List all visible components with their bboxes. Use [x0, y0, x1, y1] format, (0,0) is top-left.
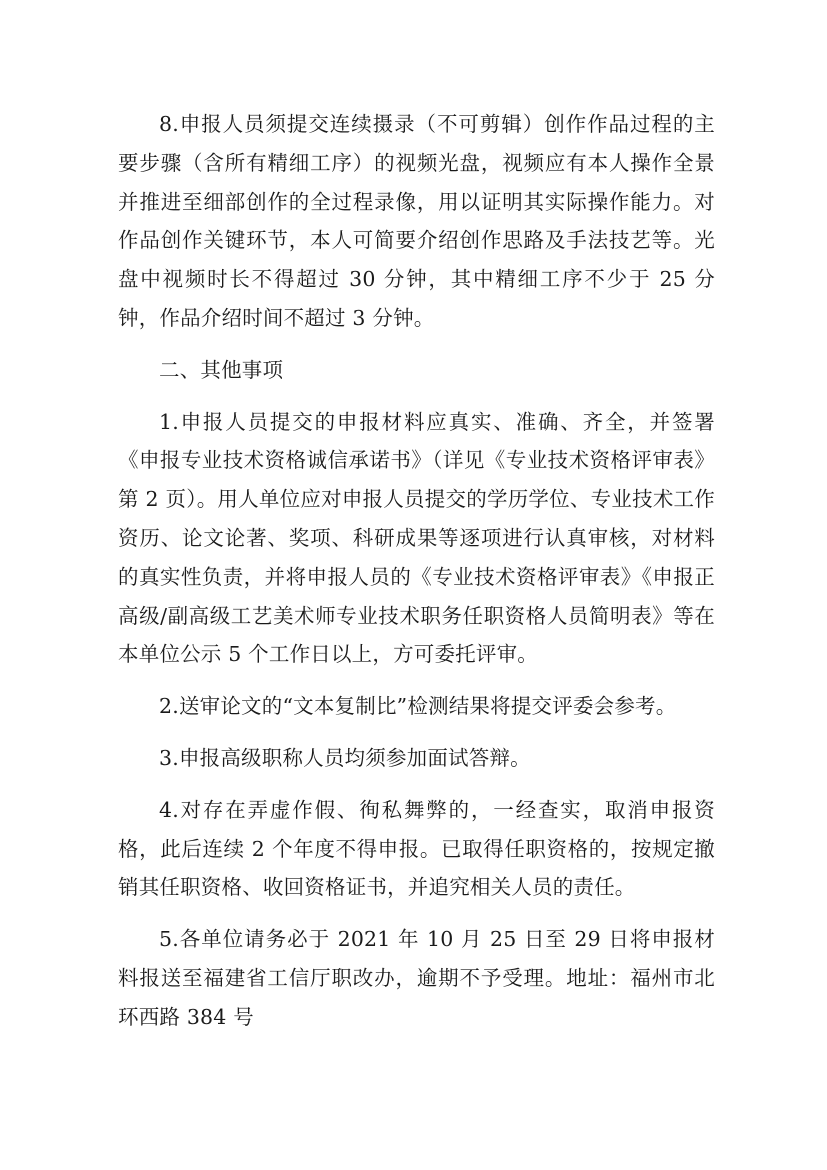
- paragraph-item-4: 4.对存在弄虚作假、徇私舞弊的，一经查实，取消申报资格，此后连续 2 个年度不得申报。已取得任职资格的，按规定撤销其任职资格、收回资格证书，并追究相关人员的责任。: [118, 797, 715, 900]
- section-heading-other-matters: 二、其他事项: [159, 357, 284, 382]
- paragraph-item-3: 3.申报高级职称人员均须参加面试答辩。: [159, 745, 531, 770]
- paragraph-item-2: 2.送审论文的“文本复制比”检测结果将提交评委会参考。: [159, 694, 677, 719]
- paragraph-item-1: 1.申报人员提交的申报材料应真实、准确、齐全，并签署《申报专业技术资格诚信承诺书》（详见《专业技术资格评审表》第 2 页）。用人单位应对申报人员提交的学历学位、专业技术工作资历、论文论著、奖项、科研成果等逐项进行认真审核，对材料的真实性负责，并将申报人员的《专业技术资格评审表》《申报正高级/副高级工艺美术师专业技术职务任职资格人员简明表》等在本单位公示 5 个工作日以上，方可委托评审。: [118, 409, 715, 667]
- paragraph-item-5: 5.各单位请务必于 2021 年 10 月 25 日至 29 日将申报材料报送至福建省工信厅职改办，逾期不予受理。地址：福州市北环西路 384 号: [118, 927, 715, 1029]
- paragraph-item-8: 8.申报人员须提交连续摄录（不可剪辑）创作作品过程的主要步骤（含所有精细工序）的视频光盘，视频应有本人操作全景并推进至细部创作的全过程录像，用以证明其实际操作能力。对作品创作关键环节，本人可简要介绍创作思路及手法技艺等。光盘中视频时长不得超过 30 分钟，其中精细工序不少于 25 分钟，作品介绍时间不超过 3 分钟。: [118, 112, 715, 330]
